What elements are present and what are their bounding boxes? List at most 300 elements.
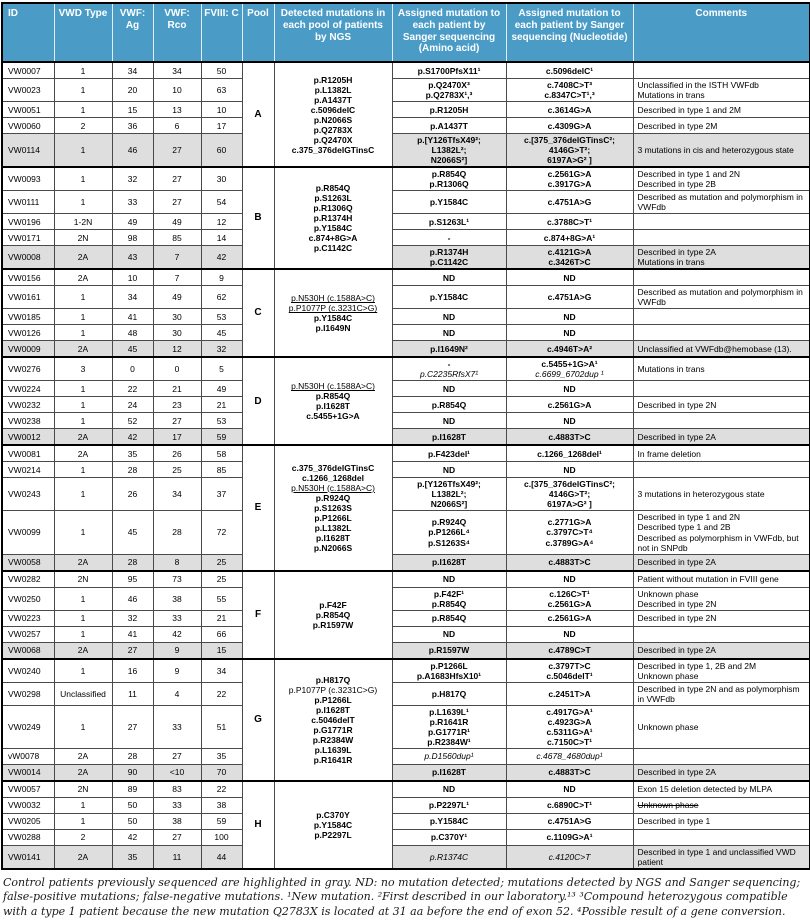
cell-line: p.N530H (c.1588A>C): [291, 482, 375, 493]
comments-cell: [633, 341, 810, 358]
patient-id-cell: VW0141: [2, 845, 54, 869]
vwf-ag-cell: 26: [112, 478, 153, 511]
pool-cell-E: E: [242, 445, 274, 570]
cell-line: p.P1266L⁴: [428, 527, 470, 538]
vwf-ag-cell: 49: [112, 214, 153, 230]
cell-line: p.P1266L: [314, 512, 352, 523]
cell-line: -: [447, 359, 451, 370]
comments-cell: [633, 191, 810, 214]
cell-line: p.R1597W: [312, 619, 354, 630]
cell-line: p.L1382L: [314, 523, 352, 533]
comments-cell: [633, 286, 810, 309]
cell-line: p.G1771R: [313, 724, 353, 735]
vwf-ag-cell: 22: [112, 381, 153, 397]
fviii-c-cell: 22: [201, 781, 242, 798]
cell-line: Unclassified at VWFdb@hemobase (13).: [637, 343, 792, 354]
cell-line: p.L1639L¹: [429, 706, 469, 717]
sanger-amino-cell: [392, 429, 506, 446]
fviii-c-cell: 37: [201, 478, 242, 511]
sanger-nucleotide-cell: [506, 610, 633, 626]
cell-line: p.I1628T: [431, 767, 467, 778]
cell-line: p.R1374H: [429, 247, 469, 258]
comments-cell: [633, 478, 810, 511]
vwf-rco-cell: 27: [153, 413, 201, 429]
patient-row-VW0205: [2, 813, 810, 829]
patient-id-cell: VW0171: [2, 230, 54, 246]
ngs-mutations-cell-E: [274, 445, 392, 570]
patient-row-VW0257: [2, 626, 810, 642]
header-row: [2, 3, 810, 62]
cell-line: p.R854Q: [431, 169, 467, 180]
patient-id-cell: VW0068: [2, 642, 54, 659]
cell-line: c.5455+1G>A¹: [541, 359, 598, 370]
comments-cell: [633, 610, 810, 626]
patient-row-VW0288: [2, 829, 810, 845]
patient-row-VW0009: [2, 341, 810, 358]
cell-line: p.F42F: [319, 599, 347, 610]
cell-line: Described in type 2N and as polymorphism in VWFdb: [637, 683, 800, 704]
cell-line: c.2561G>A: [547, 169, 592, 180]
fviii-c-cell: 9: [201, 269, 242, 286]
pool-cell-A: A: [242, 62, 274, 167]
cell-line: c.4917G>A¹: [546, 706, 593, 717]
cell-line: p.R2384W: [312, 734, 354, 745]
cell-line: p.Y1584C: [313, 819, 353, 830]
vwf-ag-cell: 42: [112, 429, 153, 446]
sanger-nucleotide-cell: [506, 445, 633, 462]
cell-line: ND: [442, 464, 456, 475]
cell-line: ND: [442, 574, 456, 585]
fviii-c-cell: 42: [201, 246, 242, 270]
cell-line: Described in type 2N: [637, 399, 717, 410]
comments-cell: [633, 381, 810, 397]
cell-line: p.R854Q: [431, 399, 467, 410]
patient-id-cell: VW0214: [2, 462, 54, 478]
cell-line: p.S1263S⁴: [427, 537, 470, 548]
sanger-amino-cell: [392, 813, 506, 829]
vwf-rco-cell: 17: [153, 429, 201, 446]
vwf-rco-cell: 4: [153, 682, 201, 705]
sanger-amino-cell: [392, 269, 506, 286]
sanger-amino-cell: [392, 797, 506, 813]
vwf-rco-cell: 13: [153, 102, 201, 118]
cell-line: p.Y1584C: [429, 197, 469, 208]
comments-cell: [633, 357, 810, 381]
patient-id-cell: VW0057: [2, 781, 54, 798]
sanger-nucleotide-cell: [506, 429, 633, 446]
patient-id-cell: VW0058: [2, 554, 54, 571]
cell-line: p.N2066S: [313, 543, 353, 554]
sanger-nucleotide-cell: [506, 478, 633, 511]
patient-row-VW0012: [2, 429, 810, 446]
vwd-type-cell: 2: [54, 118, 112, 134]
vwf-rco-cell: 33: [153, 705, 201, 748]
cell-line: c.1266_1268del: [302, 472, 364, 483]
vwd-type-cell: 3: [54, 357, 112, 381]
patient-id-cell: VW0009: [2, 341, 54, 358]
sanger-nucleotide-cell: [506, 230, 633, 246]
patient-row-VW0171: [2, 230, 810, 246]
patient-row-VW0223: [2, 610, 810, 626]
cell-line: Mutations in trans: [637, 364, 705, 375]
cell-line: Unclassified in the ISTH VWFdb: [637, 80, 759, 91]
cell-line: c.[375_376delGTinsC²;: [523, 135, 616, 146]
cell-line: 4146G>T²;: [548, 145, 591, 156]
sanger-amino-cell: [392, 682, 506, 705]
cell-line: p.[Y126TfsX49²;: [417, 135, 481, 146]
vwd-type-cell: 2A: [54, 429, 112, 446]
vwd-type-cell: 1: [54, 413, 112, 429]
sanger-nucleotide-cell: [506, 845, 633, 869]
cell-line: Described in type 1 and 2M: [637, 104, 741, 115]
patient-id-cell: VW0007: [2, 62, 54, 79]
vwf-rco-cell: 34: [153, 478, 201, 511]
patient-row-VW0141: [2, 845, 810, 869]
vwd-type-cell: 1: [54, 286, 112, 309]
comments-cell: [633, 797, 810, 813]
sanger-amino-cell: [392, 230, 506, 246]
vwf-ag-cell: 10: [112, 269, 153, 286]
sanger-nucleotide-cell: [506, 797, 633, 813]
cell-line: ND: [442, 272, 456, 283]
ngs-mutations-cell-H: [274, 781, 392, 869]
col-header-vwf-rco: VWF: Rco: [153, 3, 201, 62]
vwf-ag-cell: 90: [112, 764, 153, 781]
cell-line: p.R924Q: [315, 492, 351, 503]
cell-line: Unknown phase: [637, 670, 699, 681]
cell-line: c.3797C>T⁴: [546, 527, 593, 538]
patient-row-VW0093: [2, 167, 810, 191]
fviii-c-cell: 50: [201, 62, 242, 79]
fviii-c-cell: 51: [201, 705, 242, 748]
sanger-amino-cell: [392, 445, 506, 462]
sanger-nucleotide-cell: [506, 118, 633, 134]
vwf-rco-cell: 21: [153, 381, 201, 397]
cell-line: c.3426T>C: [548, 257, 591, 268]
cell-line: c.2561G>A: [547, 613, 592, 624]
sanger-nucleotide-cell: [506, 705, 633, 748]
patient-row-VW0032: [2, 797, 810, 813]
pool-cell-D: D: [242, 357, 274, 445]
cell-line: Unknown phase: [637, 721, 699, 732]
vwd-type-cell: 1: [54, 191, 112, 214]
sanger-nucleotide-cell: [506, 764, 633, 781]
vwf-ag-cell: 45: [112, 341, 153, 358]
cell-line: p.I1628T: [431, 431, 467, 442]
cell-line: ND: [442, 383, 456, 394]
patient-row-VW0051: [2, 102, 810, 118]
cell-line: p.P1077P (c.3231C>G): [288, 684, 378, 695]
vwf-rco-cell: 23: [153, 397, 201, 413]
fviii-c-cell: 30: [201, 167, 242, 191]
vwf-ag-cell: 15: [112, 102, 153, 118]
vwd-type-cell: 2N: [54, 230, 112, 246]
cell-line: p.P1266L: [314, 694, 352, 705]
vwf-ag-cell: 32: [112, 610, 153, 626]
vwf-rco-cell: 27: [153, 748, 201, 764]
cell-line: ND: [442, 784, 456, 795]
cell-line: 6197A>G² ]: [547, 499, 592, 510]
patient-id-cell: VW0243: [2, 478, 54, 511]
cell-line: p.R854Q: [315, 183, 351, 194]
cell-line: c.6890C>T¹: [546, 800, 593, 811]
sanger-nucleotide-cell: [506, 462, 633, 478]
cell-line: Described in type 2A: [637, 557, 716, 568]
patient-row-VW0282: [2, 571, 810, 588]
sanger-amino-cell: [392, 246, 506, 270]
cell-line: p.I1628T: [315, 401, 351, 412]
cell-line: c.874+8G>A¹: [543, 232, 596, 243]
patient-row-VW0298: [2, 682, 810, 705]
cell-line: ND: [563, 629, 576, 640]
fviii-c-cell: 59: [201, 813, 242, 829]
vwd-type-cell: 1: [54, 587, 112, 610]
sanger-nucleotide-cell: [506, 381, 633, 397]
pool-cell-B: B: [242, 167, 274, 269]
sanger-nucleotide-cell: [506, 269, 633, 286]
patient-id-cell: VW0288: [2, 829, 54, 845]
cell-line: ND: [563, 383, 576, 394]
vwf-rco-cell: 10: [153, 79, 201, 102]
patient-id-cell: VW0185: [2, 309, 54, 325]
sanger-amino-cell: [392, 462, 506, 478]
cell-line: c.3917G>A: [547, 179, 592, 190]
cell-line: p.S1263S: [314, 502, 352, 513]
vwd-type-cell: 2A: [54, 445, 112, 462]
vwf-rco-cell: 85: [153, 230, 201, 246]
cell-line: c.5096delC¹: [545, 65, 594, 76]
fviii-c-cell: 32: [201, 341, 242, 358]
cell-line: L1382L²;: [431, 145, 467, 156]
sanger-amino-cell: [392, 642, 506, 659]
cell-line: c.126C>T¹: [549, 588, 590, 599]
vwd-type-cell: 1: [54, 478, 112, 511]
cell-line: ND: [563, 574, 576, 585]
sanger-nucleotide-cell: [506, 397, 633, 413]
fviii-c-cell: 34: [201, 659, 242, 683]
fviii-c-cell: 5: [201, 357, 242, 381]
col-header-ngs: Detected mutations in each pool of patients by NGS: [274, 3, 392, 62]
comments-cell: [633, 571, 810, 588]
sanger-amino-cell: [392, 167, 506, 191]
comments-cell: [633, 445, 810, 462]
sanger-nucleotide-cell: [506, 682, 633, 705]
cell-line: Described in type 2A: [637, 431, 716, 442]
fviii-c-cell: 38: [201, 797, 242, 813]
vwf-rco-cell: 42: [153, 626, 201, 642]
vwd-type-cell: 1: [54, 381, 112, 397]
cell-line: p.I1628T: [315, 704, 351, 715]
cell-line: p.I1628T: [431, 557, 467, 568]
vwd-type-cell: 1: [54, 397, 112, 413]
vwd-type-cell: 1: [54, 797, 112, 813]
cell-line: L1382L²;: [431, 489, 467, 500]
sanger-nucleotide-cell: [506, 286, 633, 309]
cell-line: ND: [442, 311, 456, 322]
vwf-rco-cell: 12: [153, 341, 201, 358]
patient-id-cell: VW0276: [2, 357, 54, 381]
cell-line: Mutations in trans: [637, 90, 705, 101]
col-header-id: ID: [2, 3, 54, 62]
sanger-amino-cell: [392, 610, 506, 626]
vwf-rco-cell: <10: [153, 764, 201, 781]
patient-id-cell: VW0223: [2, 610, 54, 626]
cell-line: p.R1641R: [313, 754, 353, 765]
comments-cell: [633, 781, 810, 798]
cell-line: p.R854Q: [431, 598, 467, 609]
cell-line: p.S1263L¹: [428, 216, 470, 227]
comments-cell: [633, 413, 810, 429]
vwf-ag-cell: 35: [112, 845, 153, 869]
cell-line: p.Q2783X¹,³: [425, 90, 473, 101]
comments-cell: [633, 269, 810, 286]
fviii-c-cell: 55: [201, 587, 242, 610]
cell-line: p.N530H (c.1588A>C): [291, 293, 375, 304]
cell-line: p.F423del¹: [427, 448, 471, 459]
patient-row-vW0078: [2, 748, 810, 764]
cell-line: c.5046delT: [311, 714, 355, 725]
cell-line: p.Y1584C: [313, 223, 353, 234]
sanger-amino-cell: [392, 341, 506, 358]
vwd-type-cell: 2A: [54, 269, 112, 286]
cell-line: c.5046delT¹: [546, 670, 593, 681]
patient-id-cell: VW0099: [2, 511, 54, 554]
patient-id-cell: VW0032: [2, 797, 54, 813]
cell-line: p.S1700PfsX11¹: [417, 65, 481, 76]
vwf-rco-cell: 28: [153, 511, 201, 554]
vwf-ag-cell: 33: [112, 191, 153, 214]
cell-line: Described in type 2B: [637, 179, 716, 190]
comments-cell: [633, 845, 810, 869]
patient-id-cell: VW0093: [2, 167, 54, 191]
sanger-nucleotide-cell: [506, 571, 633, 588]
patient-row-VW0224: [2, 381, 810, 397]
ngs-mutations-cell-F: [274, 571, 392, 659]
col-header-sanger-amino: Assigned mutation to each patient by Sanger sequencing (Amino acid): [392, 3, 506, 62]
cell-line: p.Q2470X³: [428, 80, 470, 91]
vwf-ag-cell: 43: [112, 246, 153, 270]
cell-line: ND: [563, 311, 576, 322]
patient-row-VW0232: [2, 397, 810, 413]
fviii-c-cell: 53: [201, 309, 242, 325]
cell-line: c.4751A>G: [547, 197, 592, 208]
comments-cell: [633, 554, 810, 571]
patient-row-VW0161: [2, 286, 810, 309]
sanger-nucleotide-cell: [506, 511, 633, 554]
comments-cell: [633, 682, 810, 705]
cell-line: p.R854Q: [315, 609, 351, 620]
sanger-nucleotide-cell: [506, 62, 633, 79]
cell-line: p.C370Y¹: [430, 832, 468, 843]
patient-id-cell: VW0196: [2, 214, 54, 230]
cell-line: Described as mutation and polymorphism in VWFdb: [637, 192, 803, 213]
sanger-amino-cell: [392, 134, 506, 168]
fviii-c-cell: 49: [201, 381, 242, 397]
sanger-amino-cell: [392, 705, 506, 748]
cell-line: Described in type 2M: [637, 120, 718, 131]
sanger-nucleotide-cell: [506, 642, 633, 659]
cell-line: Described in type 1: [637, 816, 711, 827]
vwd-type-cell: 2: [54, 829, 112, 845]
comments-cell: [633, 748, 810, 764]
sanger-amino-cell: [392, 102, 506, 118]
comments-cell: [633, 642, 810, 659]
patient-row-VW0014: [2, 764, 810, 781]
sanger-amino-cell: [392, 511, 506, 554]
vwd-type-cell: 2A: [54, 341, 112, 358]
footnote: Control patients previously sequenced are highlighted in gray. ND: no mutation detected; mutations detected by NGS and Sanger sequencing; false-positive mutations; false-negative mutations. ¹New mutation. ²First described in our laboratory.¹³ ³Compound heterozygous compatible with a type 1 patient because the new mutation Q2783X is located at 31 aa before the end of exon 52. ⁴Possible result of a gene conversion.: [3, 875, 801, 918]
sanger-amino-cell: [392, 764, 506, 781]
cell-line: c.4121G>A: [547, 247, 592, 258]
vwd-type-cell: 1: [54, 626, 112, 642]
fviii-c-cell: 100: [201, 829, 242, 845]
patient-id-cell: VW0051: [2, 102, 54, 118]
cell-line: c.375_376delGTinsC: [291, 462, 375, 473]
cell-line: c.2561G>A: [547, 399, 592, 410]
patient-id-cell: VW0282: [2, 571, 54, 588]
sanger-nucleotide-cell: [506, 214, 633, 230]
cell-line: p.P1077P (c.3231C>G): [288, 303, 378, 314]
cell-line: p.L1639L: [314, 744, 352, 755]
comments-cell: [633, 511, 810, 554]
cell-line: Described in type 1 and 2N: [637, 512, 741, 523]
fviii-c-cell: 25: [201, 571, 242, 588]
sanger-amino-cell: [392, 413, 506, 429]
vwf-rco-cell: 6: [153, 118, 201, 134]
cell-line: In frame deletion: [637, 448, 701, 459]
vwf-rco-cell: 7: [153, 269, 201, 286]
vwf-rco-cell: 9: [153, 659, 201, 683]
sanger-nucleotide-cell: [506, 813, 633, 829]
patient-row-VW0007: [2, 62, 810, 79]
sanger-amino-cell: [392, 554, 506, 571]
cell-line: Exon 15 deletion detected by MLPA: [637, 784, 773, 795]
cell-line: c.2561G>A: [547, 598, 592, 609]
patient-row-VW0243: [2, 478, 810, 511]
col-header-pool: Pool: [242, 3, 274, 62]
sanger-nucleotide-cell: [506, 357, 633, 381]
comments-cell: [633, 829, 810, 845]
vwf-ag-cell: 46: [112, 587, 153, 610]
patient-id-cell: VW0205: [2, 813, 54, 829]
pool-cell-C: C: [242, 269, 274, 357]
comments-cell: [633, 626, 810, 642]
fviii-c-cell: 21: [201, 397, 242, 413]
sanger-nucleotide-cell: [506, 626, 633, 642]
cell-line: p.R1306Q: [429, 179, 469, 190]
vwd-type-cell: 1: [54, 102, 112, 118]
cell-line: N2066S²]: [430, 155, 468, 166]
cell-line: Described in type 2N: [637, 598, 717, 609]
cell-line: p.C370Y: [316, 809, 350, 820]
ngs-mutations-cell-D: [274, 357, 392, 445]
vwf-ag-cell: 24: [112, 397, 153, 413]
cell-line: c.4946T>A²: [546, 343, 593, 354]
patient-row-VW0196: [2, 214, 810, 230]
patient-id-cell: VW0156: [2, 269, 54, 286]
vwd-type-cell: 1: [54, 167, 112, 191]
vwf-rco-cell: 30: [153, 309, 201, 325]
vwf-ag-cell: 52: [112, 413, 153, 429]
vwd-type-cell: 1: [54, 705, 112, 748]
patient-row-VW0060: [2, 118, 810, 134]
fviii-c-cell: 58: [201, 445, 242, 462]
vwf-ag-cell: 41: [112, 309, 153, 325]
cell-line: c.8347C>T¹,³: [544, 90, 595, 101]
vwf-rco-cell: 33: [153, 797, 201, 813]
sanger-nucleotide-cell: [506, 191, 633, 214]
patient-id-cell: VW0114: [2, 134, 54, 168]
